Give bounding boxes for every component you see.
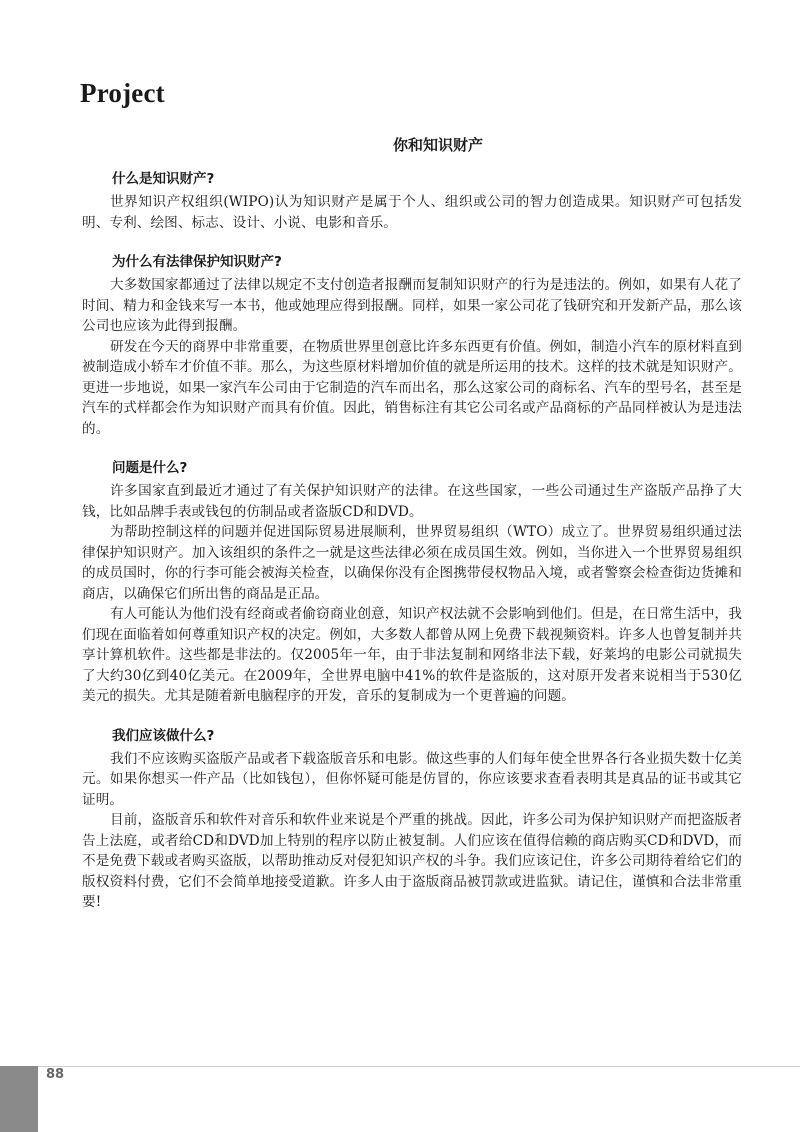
paragraph: 世界知识产权组织(WIPO)认为知识财产是属于个人、组织或公司的智力创造成果。知识财产可包括发明、专利、绘图、标志、设计、小说、电影和音乐。 (82, 194, 742, 231)
page-number: 88 (46, 1067, 65, 1082)
article-body (82, 170, 742, 933)
paragraph: 为帮助控制这样的问题并促进国际贸易进展顺利，世界贸易组织（WTO）成立了。世界贸易组织通过法律保护知识财产。加入该组织的条件之一就是这些法律必须在成员国生效。例如，当你进入一个世界贸易组织的成员国时，你的行李可能会被海关检查，以确保你没有企图携带侵权物品入境，或者警察会检查街边货摊和商店，以确保它们所出售的商品是正品。 (82, 524, 742, 602)
section-heading: 为什么有法律保护知识财产? (112, 254, 282, 270)
paragraph: 大多数国家都通过了法律以规定不支付创造者报酬而复制知识财产的行为是违法的。例如，如果有人花了时间、精力和金钱来写一本书，他或她理应得到报酬。同样，如果一家公司花了钱研究和开发新产品，那么该公司也应该为此得到报酬。 (82, 277, 742, 334)
section-what-is-ip (82, 170, 742, 233)
section-heading: 问题是什么? (112, 460, 188, 476)
paragraph: 许多国家直到最近才通过了有关保护知识财产的法律。在这些国家，一些公司通过生产盗版产品挣了大钱，比如品牌手表或钱包的仿制品或者盗版CD和DVD。 (82, 483, 742, 520)
article-title: 你和知识财产 (392, 136, 483, 154)
paragraph: 我们不应该购买盗版产品或者下载盗版音乐和电影。做这些事的人们每年使全世界各行各业损失数十亿美元。如果你想买一件产品（比如钱包），但你怀疑可能是仿冒的，你应该要求查看表明其是真品的证书或其它证明。 (82, 750, 742, 808)
section-what-is-problem (82, 459, 742, 707)
paragraph: 研发在今天的商界中非常重要，在物质世界里创意比许多东西更有价值。例如，制造小汽车的原材料直到被制造成小轿车才价值不菲。那么，为这些原材料增加价值的就是所运用的技术。这样的技术就是知识财产。更进一步地说，如果一家汽车公司由于它制造的汽车而出名，那么这家公司的商标名、汽车的型号名，甚至是汽车的式样都会作为知识财产而具有价值。因此，销售标注有其它公司名或产品商标的产品同样被认为是违法的。 (82, 338, 742, 437)
paragraph: 有人可能认为他们没有经商或者偷窃商业创意，知识产权法就不会影响到他们。但是，在日常生活中，我们现在面临着如何尊重知识产权的决定。例如，大多数人都曾从网上免费下载视频资料。许多人也曾复制并共享计算机软件。这些都是非法的。仅2005年一年，由于非法复制和网络非法下载，好莱坞的电影公司就损失了大约30亿到40亿美元。在2009年，全世界电脑中41%的软件是盗版的，这对原开发者来说相当于530亿美元的损失。尤其是随着新电脑程序的开发，音乐的复制成为一个更普遍的问题。 (82, 606, 742, 704)
section-why-laws (82, 253, 742, 439)
page-section-label: Project (80, 78, 165, 108)
paragraph: 目前，盗版音乐和软件对音乐和软件业来说是个严重的挑战。因此，许多公司为保护知识财产而把盗版者告上法庭，或者给CD和DVD加上特别的程序以防止被复制。人们应该在值得信赖的商店购买CD和DVD，而不是免费下载或者购买盗版，以帮助推动反对侵犯知识产权的斗争。我们应该记住，许多公司期待着给它们的版权资料付费，它们不会简单地接受道歉。许多人由于盗版商品被罚款或进监狱。请记住，谨慎和合法非常重要! (82, 812, 742, 910)
section-heading: 什么是知识财产? (112, 171, 215, 187)
footer-divider (38, 1066, 800, 1067)
footer-tab (0, 1066, 38, 1132)
section-what-should-we-do (82, 727, 742, 913)
section-heading: 我们应该做什么? (112, 727, 215, 744)
